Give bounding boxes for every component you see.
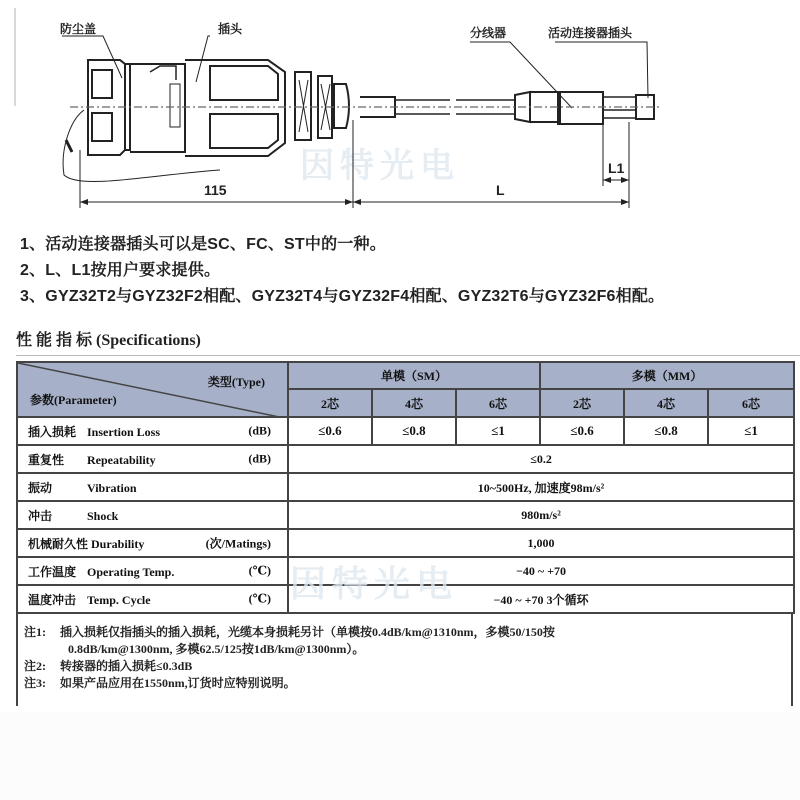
- param-unit: (次/Matings): [205, 536, 271, 551]
- value-mm-6core: ≤1: [708, 417, 794, 445]
- table-row-durability: [17, 529, 794, 557]
- value-repeatability: ≤0.2: [288, 445, 794, 473]
- drawing-notes: [20, 232, 800, 310]
- footnote-text: 转接器的插入损耗≤0.3dB: [60, 659, 193, 673]
- header-mm-6core: 6芯: [708, 389, 794, 417]
- value-operating-temp: −40 ~ +70: [288, 557, 794, 585]
- footnote-1-cont: [24, 641, 791, 658]
- header-row-groups: [17, 362, 794, 389]
- param-zh: 温度冲击: [28, 592, 77, 607]
- dimension-115: 115: [204, 182, 227, 198]
- footnote-text: 插入损耗仅指插头的插入损耗，光缆本身损耗另计（单模按0.4dB/km@1310nm，多模50/150按: [60, 625, 555, 639]
- value-mm-4core: ≤0.8: [624, 417, 708, 445]
- header-parameter-label: 参数(Parameter): [30, 393, 117, 407]
- connector-drawing: [0, 0, 800, 220]
- value-sm-2core: ≤0.6: [288, 417, 372, 445]
- param-zh: 机械耐久性: [28, 536, 89, 551]
- header-multi-mode: 多模（MM）: [540, 362, 794, 389]
- header-sm-6core: 6芯: [456, 389, 540, 417]
- table-row-vibration: [17, 473, 794, 501]
- value-shock: 980m/s²: [288, 501, 794, 529]
- table-row-temp-cycle: [17, 585, 794, 613]
- specifications-title: 性 能 指 标 (Specifications): [16, 332, 201, 349]
- callout-active-connector-plug: 活动连接器插头: [548, 26, 633, 40]
- table-row-repeatability: [17, 445, 794, 473]
- param-unit: (℃): [248, 563, 271, 578]
- value-durability: 1,000: [288, 529, 794, 557]
- header-mm-2core: 2芯: [540, 389, 624, 417]
- header-mm-4core: 4芯: [624, 389, 708, 417]
- param-zh: 插入损耗: [28, 424, 77, 439]
- footnote-label: 注2:: [24, 659, 46, 673]
- header-single-mode: 单模（SM）: [288, 362, 540, 389]
- specifications-table: [16, 361, 795, 614]
- callout-splitter: 分线器: [470, 26, 507, 40]
- param-unit: (dB): [248, 451, 271, 466]
- param-en: Shock: [87, 508, 119, 523]
- watermark: 因特光电: [300, 147, 460, 185]
- param-vibration: [17, 473, 288, 501]
- value-sm-4core: ≤0.8: [372, 417, 456, 445]
- param-en: Vibration: [87, 480, 137, 495]
- value-temp-cycle: −40 ~ +70 3个循环: [288, 585, 794, 613]
- footnote-text: 0.8dB/km@1300nm, 多模62.5/125按1dB/km@1300nm）。: [68, 642, 365, 656]
- value-sm-6core: ≤1: [456, 417, 540, 445]
- connector-schematic-icon: [0, 0, 800, 220]
- note-1: 1、活动连接器插头可以是SC、FC、ST中的一种。: [20, 236, 386, 253]
- header-sm-2core: 2芯: [288, 389, 372, 417]
- watermark-table: 因特光电: [290, 563, 459, 604]
- footnote-text: 如果产品应用在1550nm,订货时应特别说明。: [60, 676, 296, 690]
- param-en: Repeatability: [87, 452, 156, 467]
- table-row-operating-temp: [17, 557, 794, 585]
- footnote-1: [24, 624, 791, 641]
- value-vibration: 10~500Hz, 加速度98m/s²: [288, 473, 794, 501]
- dimension-l1: L1: [608, 160, 625, 176]
- footnote-2: [24, 658, 791, 675]
- callout-dust-cap: 防尘盖: [60, 22, 97, 36]
- param-en: Insertion Loss: [87, 424, 161, 439]
- callout-plug: 插头: [218, 22, 243, 36]
- dimension-l: L: [496, 182, 505, 198]
- param-temp-cycle: [17, 585, 288, 613]
- header-type-label: 类型(Type): [207, 375, 265, 389]
- param-zh: 工作温度: [28, 564, 77, 579]
- header-sm-4core: 4芯: [372, 389, 456, 417]
- param-en: Temp. Cycle: [87, 592, 151, 607]
- footnote-label: 注3:: [24, 676, 46, 690]
- value-mm-2core: ≤0.6: [540, 417, 624, 445]
- header-diagonal-cell: [17, 362, 288, 417]
- param-operating-temp: [17, 557, 288, 585]
- note-2: 2、L、L1按用户要求提供。: [20, 262, 221, 279]
- param-en: Operating Temp.: [87, 564, 175, 579]
- footnote-3: [24, 675, 791, 692]
- param-durability: [17, 529, 288, 557]
- footnote-label: 注1:: [24, 625, 46, 639]
- param-en: Durability: [91, 536, 145, 551]
- table-row-shock: [17, 501, 794, 529]
- param-insertion-loss: [17, 417, 288, 445]
- diagonal-divider-icon: [18, 363, 288, 417]
- table-row-insertion-loss: [17, 417, 794, 445]
- param-zh: 冲击: [28, 508, 53, 523]
- param-unit: (℃): [248, 591, 271, 606]
- note-3: 3、GYZ32T2与GYZ32F2相配、GYZ32T4与GYZ32F4相配、GYZ32T6与GYZ32F6相配。: [20, 288, 665, 305]
- param-repeatability: [17, 445, 288, 473]
- param-unit: (dB): [248, 423, 271, 438]
- title-divider: [16, 355, 800, 356]
- param-shock: [17, 501, 288, 529]
- param-zh: 重复性: [28, 452, 65, 467]
- footnotes-box: [16, 612, 793, 706]
- param-zh: 振动: [28, 480, 53, 495]
